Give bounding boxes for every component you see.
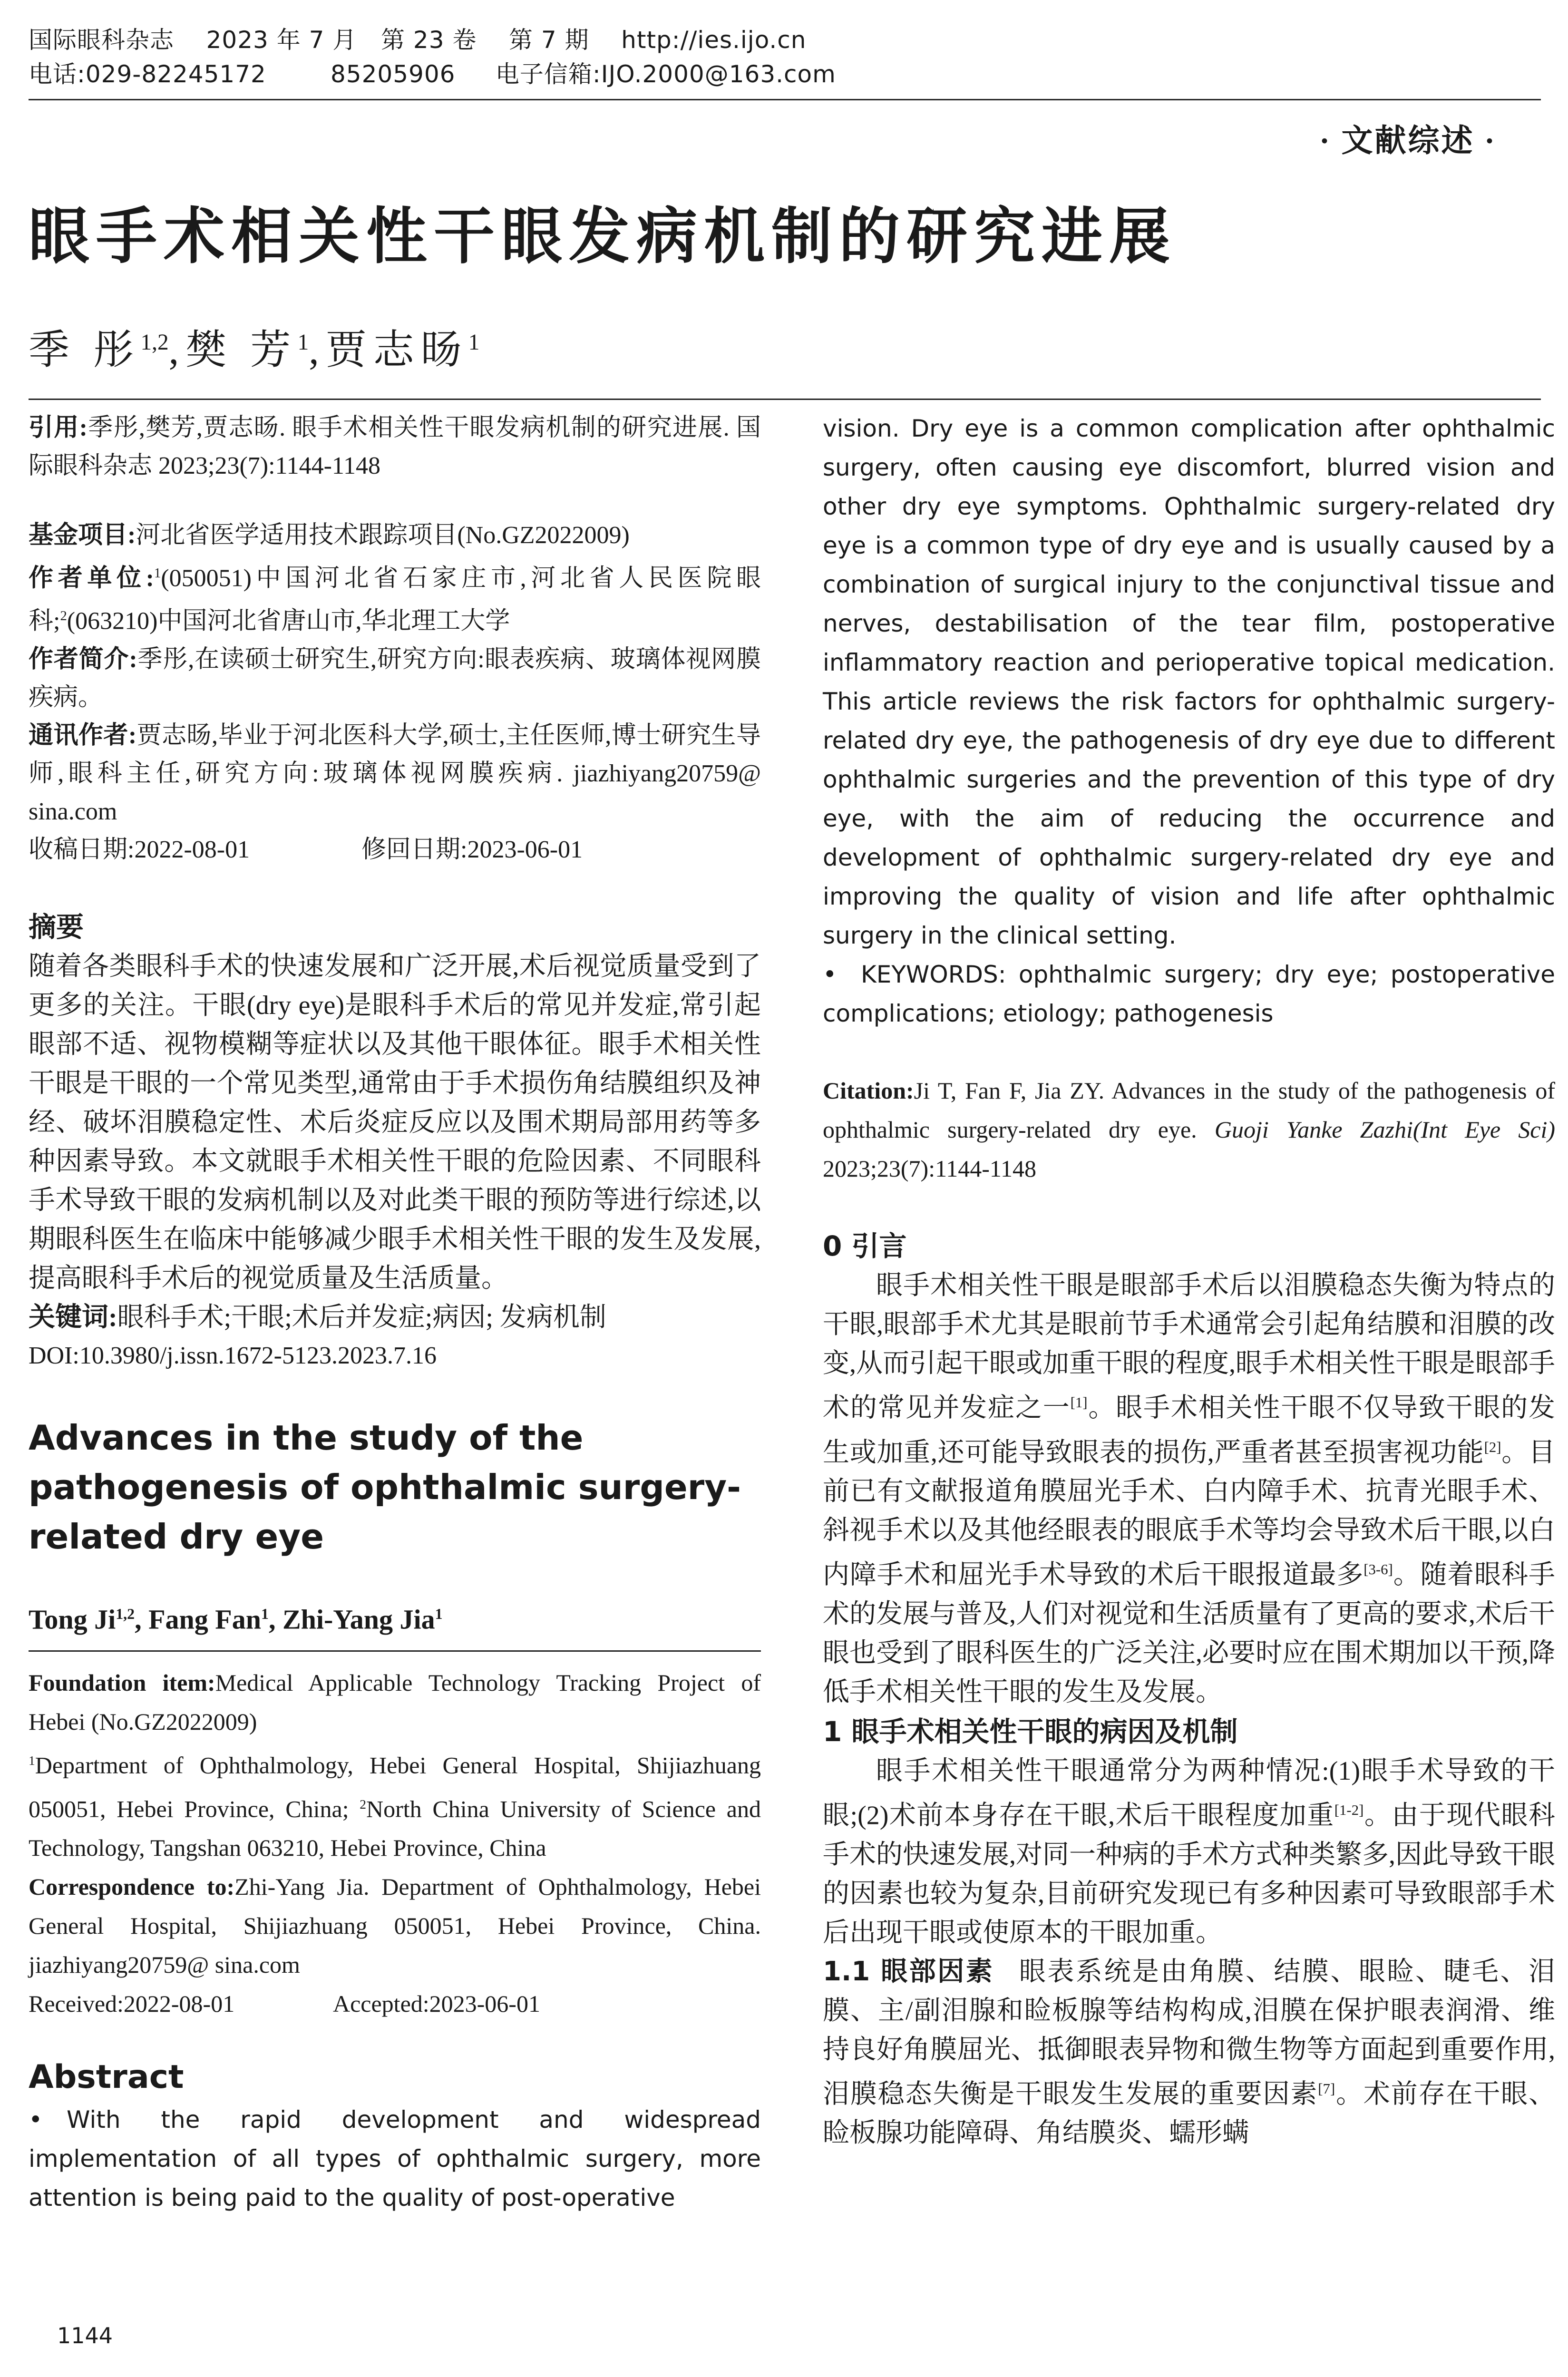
- dept-en-text2: North China University of Science and Technology, Tangshan 063210, Hebei Province, China: [29, 1795, 761, 1861]
- keywords-en-text: ophthalmic surgery; dry eye; postoperative complications; etiology; pathogenesis: [823, 961, 1555, 1027]
- fund-cn-label: 基金项目:: [29, 522, 136, 549]
- title-rule: [29, 399, 1541, 400]
- unit-cn-text2: (063210)中国河北省唐山市,华北理工大学: [67, 607, 510, 635]
- citation-en-text1: Ji T, Fan F, Jia ZY. Advances in the study of the pathogenesis of ophthalmic surgery-related dry eye.: [823, 1077, 1555, 1143]
- dept-en-text1: Department of Ophthalmology, Hebei General Hospital, Shijiazhuang 050051, Hebei Province, China;: [29, 1752, 761, 1822]
- unit-cn-label: 作者单位:: [29, 565, 154, 592]
- sec0-text-a: 眼手术相关性干眼是眼部手术后以泪膜稳态失衡为特点的干眼,眼部手术尤其是眼前节手术通常会引起角结膜和泪膜的改变,从而引起干眼或加重干眼的程度,眼手术相关性干眼是眼部手术的常见并发症之一: [823, 1271, 1555, 1423]
- abstract-en-start: [29, 2100, 761, 2217]
- abstract-en-start-text: With the rapid development and widespread implementation of all types of ophthalmic surgery, more attention is being paid to the quality of post-operative: [29, 2106, 761, 2212]
- sec11-text-b: 。术前存在干眼、睑板腺功能障碍、角结膜炎、蠕形螨: [823, 2079, 1556, 2148]
- departments-en: [29, 1741, 761, 1867]
- authors-en: [29, 1593, 761, 1641]
- correspondence-cn-label: 通讯作者:: [29, 721, 137, 749]
- author-cn-1-affil: 1,2: [140, 330, 169, 355]
- author-en-2: , Fang Fan: [135, 1603, 261, 1635]
- revised-date-cn: 修回日期:2023-06-01: [361, 836, 583, 863]
- left-column: [29, 409, 761, 2217]
- bullet-icon: •: [823, 961, 837, 988]
- received-date-cn: 收稿日期:2022-08-01: [29, 836, 250, 863]
- author-en-3: , Zhi-Yang Jia: [268, 1603, 435, 1635]
- fund-cn: [29, 516, 761, 555]
- correspondence-cn: [29, 717, 761, 831]
- sec0-ref-2: [2]: [1484, 1439, 1501, 1455]
- header-line-contact: 电话:029-82245172 85205906 电子信箱:IJO.2000@163.com: [29, 60, 836, 88]
- unit-cn-sup1: 1: [154, 566, 161, 581]
- author-cn-3: ,贾志旸: [309, 327, 468, 373]
- keywords-cn: [29, 1298, 761, 1337]
- section-1-1-paragraph: [823, 1952, 1555, 2153]
- section-type-label: · 文献综述 ·: [1319, 124, 1497, 158]
- sec1-text-b: 。由于现代眼科手术的快速发展,对同一种病的手术方式种类繁多,因此导致干眼的因素也较为复杂,目前研究发现已有多种因素可导致眼部手术后出现干眼或使原本的干眼加重。: [823, 1801, 1556, 1948]
- citation-cn-label: 引用:: [29, 414, 88, 441]
- received-date-en: Received:2022-08-01: [29, 1990, 235, 2017]
- bullet-icon: •: [29, 2106, 43, 2134]
- dates-en: [29, 1984, 761, 2023]
- unit-cn-sup2: 2: [60, 609, 67, 624]
- section-0-heading: 0 引言: [823, 1230, 907, 1262]
- citation-en-journal: Guoji Yanke Zazhi(Int Eye Sci): [1214, 1116, 1556, 1143]
- section-0-paragraph: [823, 1266, 1555, 1712]
- header-line-journal: 国际眼科杂志 2023 年 7 月 第 23 卷 第 7 期 http://ies.ijo.cn: [29, 26, 807, 54]
- correspondence-cn-text: 贾志旸,毕业于河北医科大学,硕士,主任医师,博士研究生导师,眼科主任,研究方向:玻璃体视网膜疾病. jiazhiyang20759@ sina.com: [29, 721, 761, 825]
- sec11-text-a: 眼表系统是由角膜、结膜、眼睑、睫毛、泪膜、主/副泪腺和睑板腺等结构构成,泪膜在保护眼表润滑、维持良好角膜屈光、抵御眼表异物和微生物等方面起到重要作用,泪膜稳态失衡是干眼发生发展的重要因素: [823, 1957, 1556, 2109]
- header-rule: [29, 99, 1541, 100]
- foundation-en-label: Foundation item:: [29, 1669, 215, 1696]
- bio-cn-label: 作者简介:: [29, 645, 137, 673]
- keywords-cn-text: 眼科手术;干眼;术后并发症;病因; 发病机制: [117, 1302, 606, 1332]
- dates-cn: [29, 831, 761, 869]
- abstract-en-continued: vision. Dry eye is a common complication after ophthalmic surgery, often causing eye discomfort, blurred vision and other dry eye symptoms. Ophthalmic surgery-related dry eye is a common type of dry eye and is usually caused by a combination of surgical injury to the conjunctival tissue and nerves, destabilisation of the tear film, postoperative inflammatory reaction and perioperative topical medication. This article reviews the risk factors for ophthalmic surgery-related dry eye, the pathogenesis of dry eye due to different ophthalmic surgeries and the prevention of this type of dry eye, with the aim of reducing the occurrence and development of ophthalmic surgery-related dry eye and improving the quality of vision and life after ophthalmic surgery in the clinical setting.: [823, 415, 1555, 949]
- author-en-1-affil: 1,2: [116, 1605, 135, 1622]
- dept-en-sup2: 2: [360, 1796, 367, 1812]
- right-column: [823, 409, 1555, 2153]
- bio-cn-text: 季彤,在读硕士研究生,研究方向:眼表疾病、玻璃体视网膜疾病。: [29, 645, 761, 711]
- article-title-cn: 眼手术相关性干眼发病机制的研究进展: [29, 201, 1177, 272]
- foundation-en-text: Medical Applicable Technology Tracking Project of Hebei (No.GZ2022009): [29, 1669, 761, 1735]
- author-en-2-affil: 1: [261, 1605, 269, 1622]
- correspondence-en: [29, 1867, 761, 1984]
- journal-header: [29, 23, 1541, 91]
- sec0-ref-1: [1]: [1070, 1394, 1088, 1411]
- citation-en: [823, 1071, 1555, 1188]
- unit-cn-text1: (050051)中国河北省石家庄市,河北省人民医院眼科;: [29, 565, 761, 635]
- sec11-ref: [7]: [1318, 2080, 1335, 2097]
- sec0-ref-3: [3-6]: [1363, 1561, 1393, 1578]
- doi: DOI:10.3980/j.issn.1672-5123.2023.7.16: [29, 1342, 437, 1369]
- dept-en-sup1: 1: [29, 1753, 35, 1768]
- foundation-en: [29, 1663, 761, 1741]
- en-info-rule: [29, 1650, 761, 1652]
- citation-en-text2: 2023;23(7):1144-1148: [823, 1155, 1037, 1182]
- section-1-paragraph: [823, 1752, 1555, 1952]
- citation-cn: [29, 409, 761, 485]
- page-number: 1144: [57, 2323, 113, 2348]
- sec1-ref-1: [1-2]: [1334, 1802, 1364, 1818]
- keywords-en: [823, 955, 1555, 1033]
- author-cn-1: 季 彤: [29, 327, 141, 373]
- author-en-1: Tong Ji: [29, 1603, 116, 1635]
- sec0-text-d: 。随着眼科手术的发展与普及,人们对视觉和生活质量有了更高的要求,术后干眼也受到了眼科医生的广泛关注,必要时应在围术期加以干预,降低手术相关性干眼的发生及发展。: [823, 1560, 1556, 1707]
- correspondence-en-label: Correspondence to:: [29, 1873, 235, 1900]
- correspondence-en-text: Zhi-Yang Jia. Department of Ophthalmology, Hebei General Hospital, Shijiazhuang 050051, Hebei Province, China. jiazhiyang20759@ sina.com: [29, 1873, 761, 1978]
- author-cn-2: ,樊 芳: [168, 327, 298, 373]
- article-title-en: Advances in the study of the pathogenesis of ophthalmic surgery-related dry eye: [29, 1417, 741, 1557]
- keywords-cn-label: 关键词:: [29, 1302, 117, 1332]
- section-1-heading: 1 眼手术相关性干眼的病因及机制: [823, 1715, 1238, 1748]
- keywords-en-label: KEYWORDS:: [861, 961, 1006, 988]
- unit-cn: [29, 555, 761, 641]
- abstract-cn-heading: 摘要: [29, 910, 84, 943]
- accepted-date-en: Accepted:2023-06-01: [333, 1990, 540, 2017]
- abstract-cn-text: 随着各类眼科手术的快速发展和广泛开展,术后视觉质量受到了更多的关注。干眼(dry eye)是眼科手术后的常见并发症,常引起眼部不适、视物模糊等症状以及其他干眼体征。眼手术相关性干眼是干眼的一个常见类型,通常由于手术损伤角结膜组织及神经、破坏泪膜稳定性、术后炎症反应以及围术期局部用药等多种因素导致。本文就眼手术相关性干眼的危险因素、不同眼科手术导致干眼的发病机制以及对此类干眼的预防等进行综述,以期眼科医生在临床中能够减少眼手术相关性干眼的发生及发展,提高眼科手术后的视觉质量及生活质量。: [29, 951, 761, 1293]
- bio-cn: [29, 641, 761, 717]
- author-cn-2-affil: 1: [297, 330, 309, 355]
- author-en-3-affil: 1: [435, 1605, 443, 1622]
- citation-en-label: Citation:: [823, 1077, 914, 1104]
- fund-cn-text: 河北省医学适用技术跟踪项目(No.GZ2022009): [136, 522, 630, 549]
- section-1-1-heading: 1.1 眼部因素: [823, 1956, 994, 1987]
- sec0-text-b: 。眼手术相关性干眼不仅导致干眼的发生或加重,还可能导致眼表的损伤,严重者甚至损害视功能: [823, 1393, 1556, 1468]
- sec1-text-a: 眼手术相关性干眼通常分为两种情况:(1)眼手术导致的干眼;(2)术前本身存在干眼,术后干眼程度加重: [823, 1756, 1555, 1831]
- sec0-text-c: 。目前已有文献报道角膜屈光手术、白内障手术、抗青光眼手术、斜视手术以及其他经眼表的眼底手术等均会导致术后干眼,以白内障手术和屈光手术导致的术后干眼报道最多: [823, 1438, 1556, 1590]
- author-cn-3-affil: 1: [468, 330, 480, 355]
- authors-cn: [29, 314, 479, 379]
- abstract-en-heading: Abstract: [29, 2058, 184, 2096]
- citation-cn-text: 季彤,樊芳,贾志旸. 眼手术相关性干眼发病机制的研究进展. 国际眼科杂志 2023;23(7):1144-1148: [29, 414, 761, 479]
